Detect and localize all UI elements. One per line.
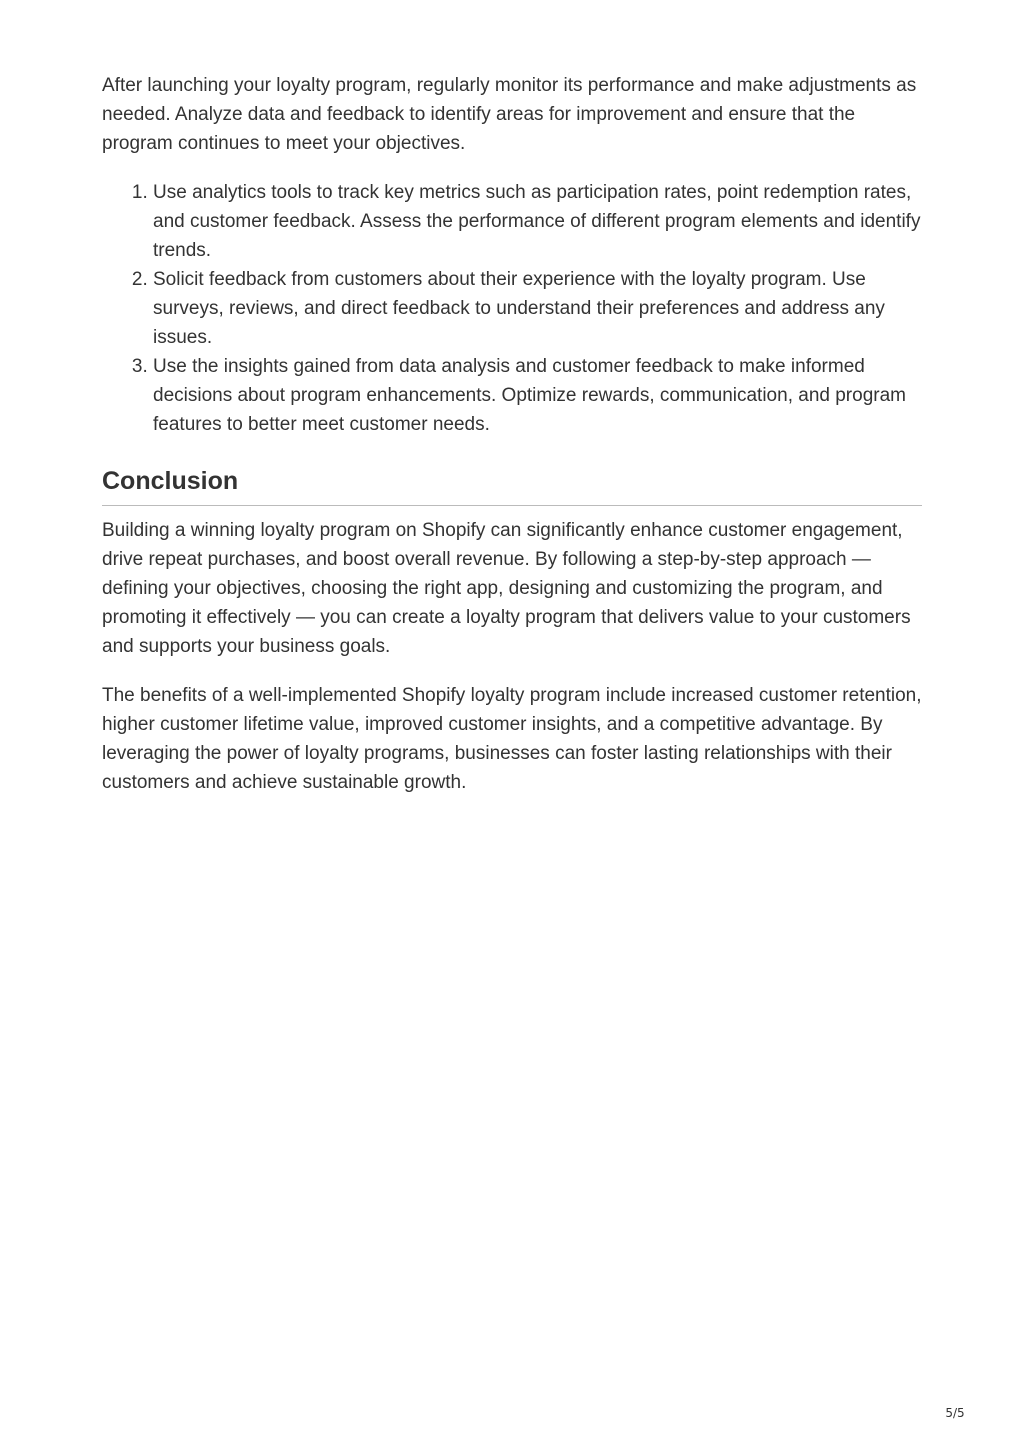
conclusion-heading: Conclusion <box>102 465 922 506</box>
steps-list <box>102 178 922 439</box>
document-page <box>102 71 922 797</box>
conclusion-paragraph: The benefits of a well-implemented Shopify loyalty program include increased customer retention, higher customer lifetime value, improved customer insights, and a competitive advantage. By leveraging the power of loyalty programs, businesses can foster lasting relationships with their customers and achieve sustainable growth. <box>102 685 922 793</box>
conclusion-paragraph: Building a winning loyalty program on Shopify can significantly enhance customer engagement, drive repeat purchases, and boost overall revenue. By following a step-by-step approach — defining your objectives, choosing the right app, designing and customizing the program, and promoting it effectively — you can create a loyalty program that delivers value to your customers and supports your business goals. <box>102 520 911 657</box>
page-number: 5/5 <box>945 1406 965 1420</box>
list-item: 1. Use analytics tools to track key metrics such as participation rates, point redemption rates, and customer feedback. Assess the performance of different program elements and identify trends. <box>153 178 922 265</box>
list-item: 3. Use the insights gained from data analysis and customer feedback to make informed decisions about program enhancements. Optimize rewards, communication, and program features to better meet customer needs. <box>153 352 922 439</box>
intro-paragraph: After launching your loyalty program, regularly monitor its performance and make adjustments as needed. Analyze data and feedback to identify areas for improvement and ensure that the program continues to meet your objectives. <box>102 75 917 154</box>
list-item: 2. Solicit feedback from customers about their experience with the loyalty program. Use surveys, reviews, and direct feedback to understand their preferences and address any issues. <box>153 265 922 352</box>
